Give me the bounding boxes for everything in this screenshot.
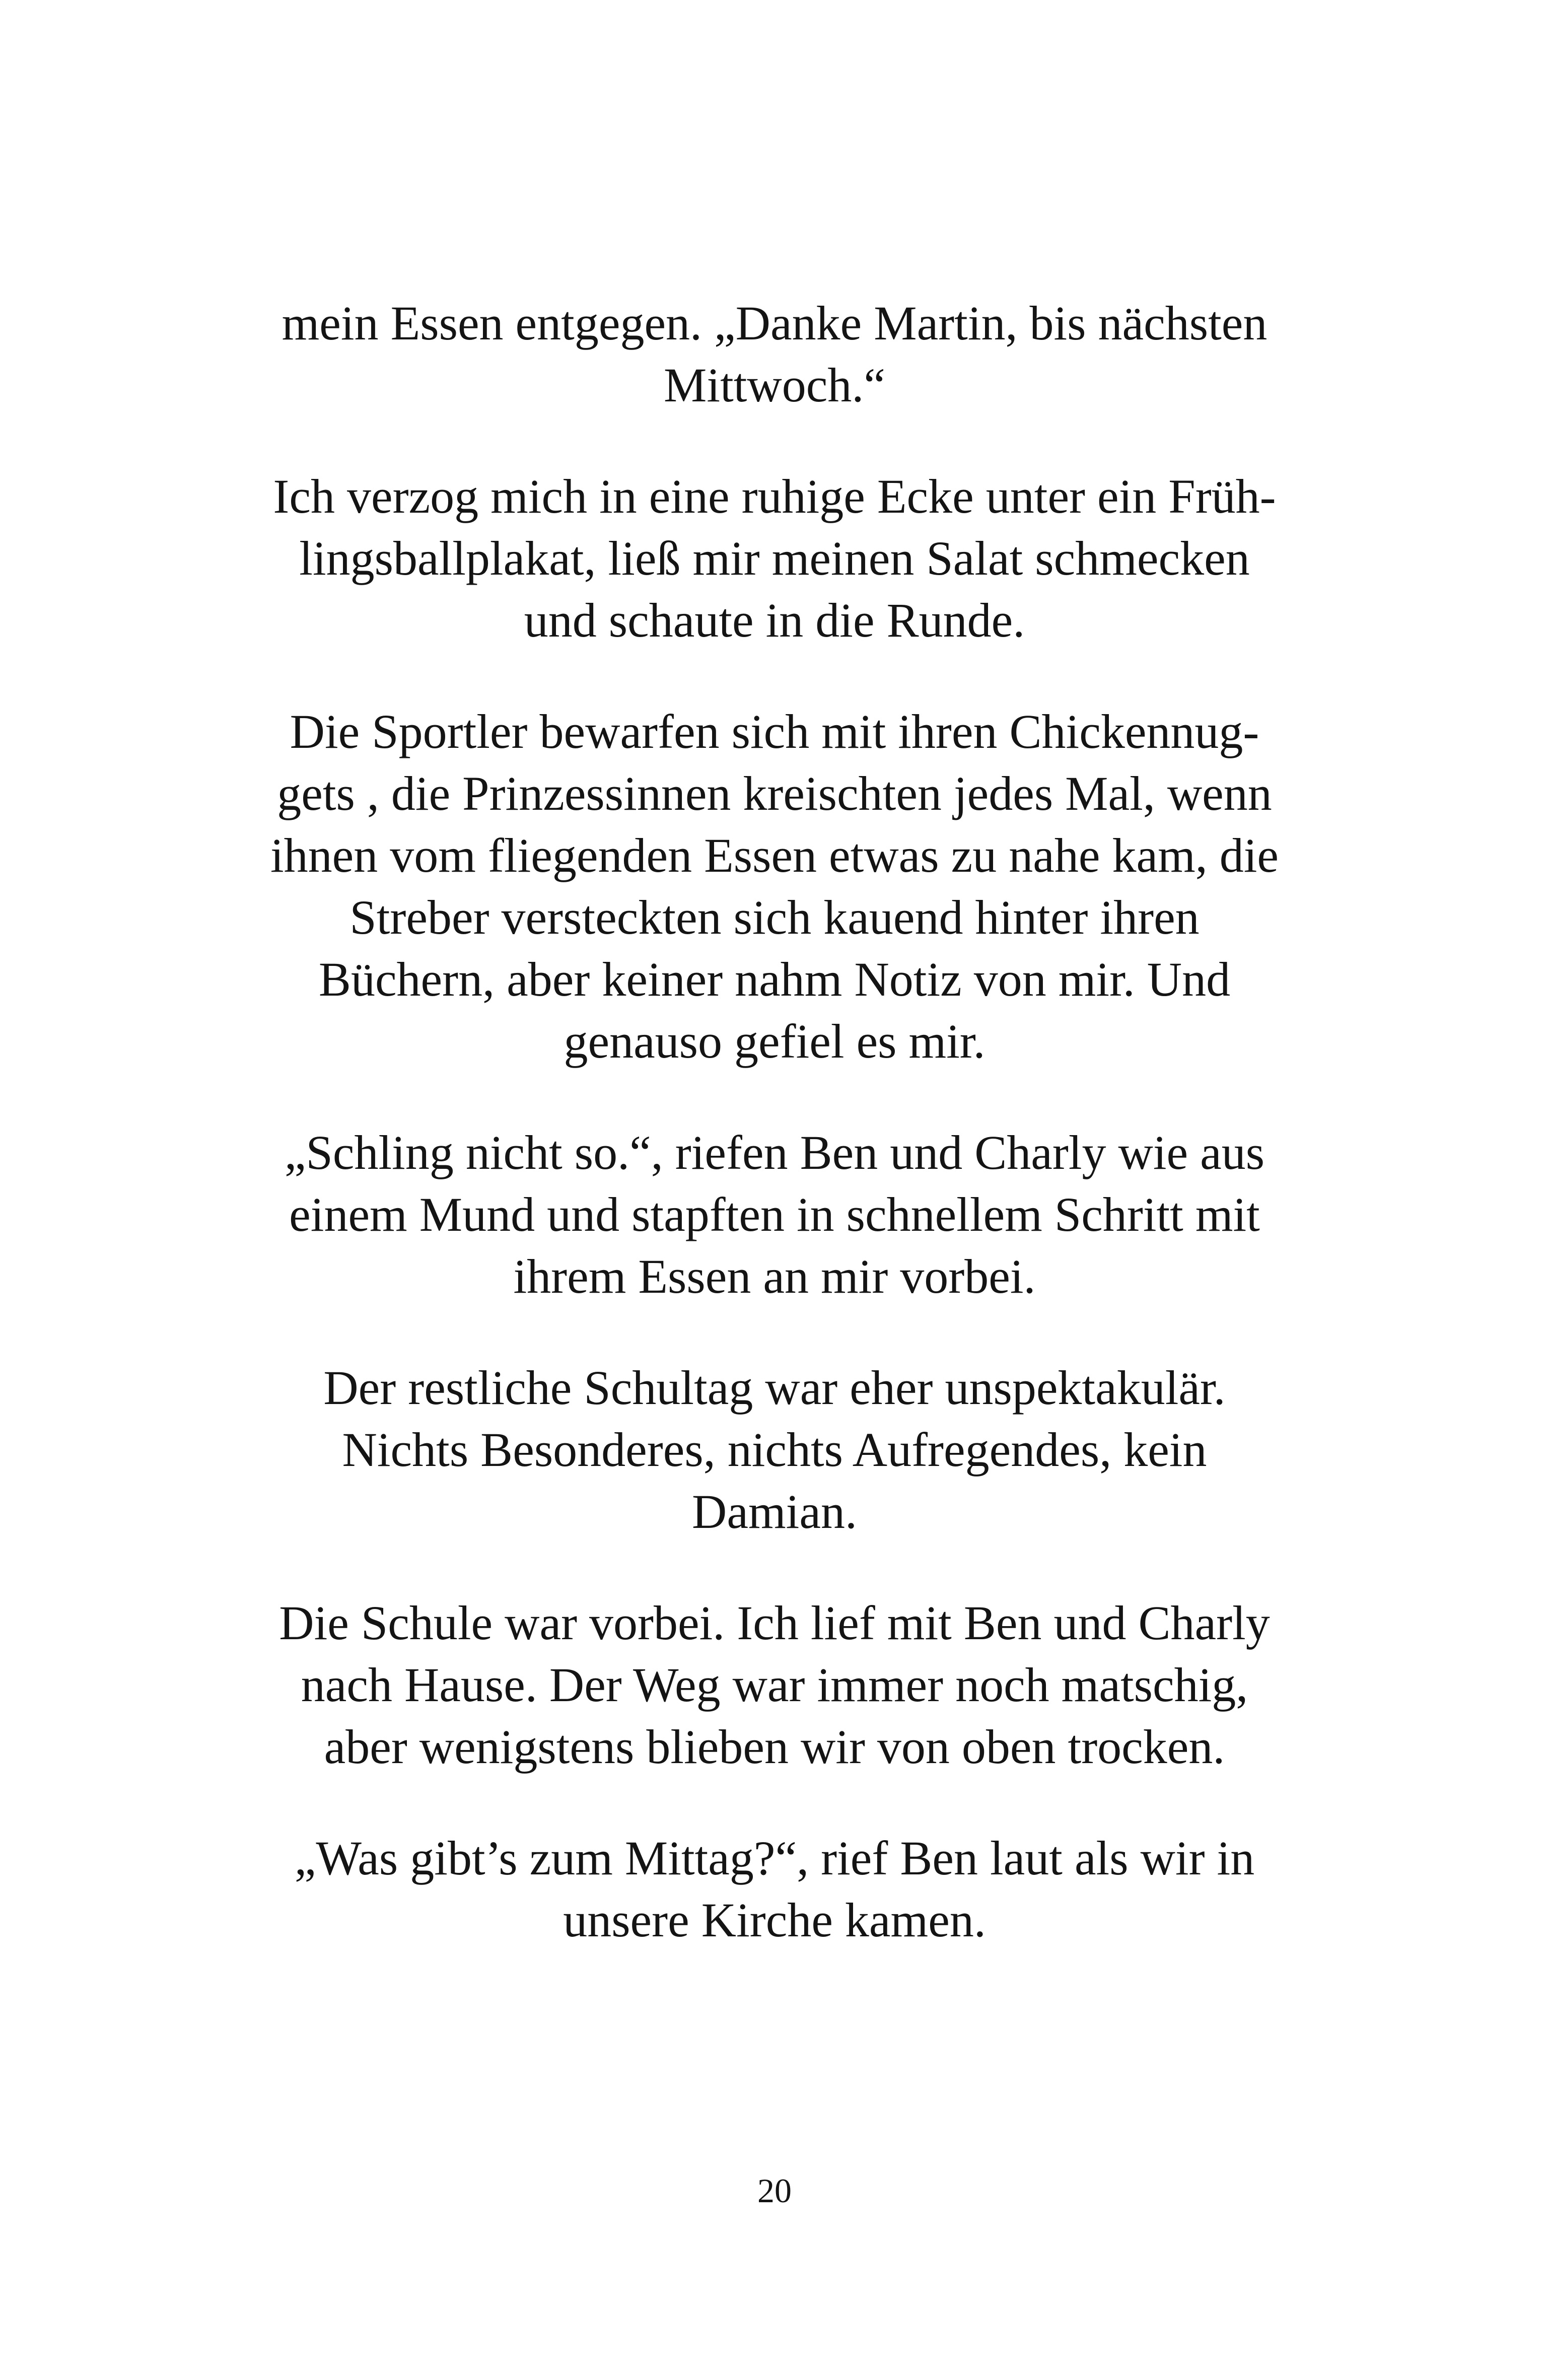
text-line: ihnen vom fliegenden Essen etwas zu nahe kam, die (270, 828, 1279, 882)
text-line: aber wenigstens blieben wir von oben trocken. (324, 1720, 1225, 1774)
text-line: Nichts Besonderes, nichts Aufregendes, kein (342, 1423, 1207, 1477)
page-body-text (227, 292, 1322, 2000)
text-line: mein Essen entgegen. „Danke Martin, bis nächsten (281, 296, 1268, 350)
paragraph (227, 1827, 1322, 1951)
text-line: „Schling nicht so.“, riefen Ben und Charly wie aus (284, 1126, 1265, 1179)
text-line: Büchern, aber keiner nahm Notiz von mir. Und (318, 952, 1231, 1006)
text-line: ihrem Essen an mir vorbei. (513, 1249, 1036, 1303)
text-line: einem Mund und stapften in schnellem Schritt mit (289, 1187, 1260, 1241)
text-line: Die Schule war vorbei. Ich lief mit Ben und Charly (279, 1596, 1270, 1650)
text-line: Der restliche Schultag war eher unspektakulär. (323, 1361, 1226, 1415)
text-line: „Was gibt’s zum Mittag?“, rief Ben laut als wir in (294, 1831, 1255, 1885)
paragraph (227, 701, 1322, 1072)
text-line: genauso gefiel es mir. (564, 1014, 985, 1068)
text-line: Damian. (692, 1485, 857, 1538)
paragraph (227, 1357, 1322, 1543)
paragraph (227, 465, 1322, 651)
text-line: Mittwoch.“ (664, 358, 885, 412)
text-line: Streber versteckten sich kauend hinter ihren (349, 890, 1200, 944)
paragraph (227, 1592, 1322, 1778)
text-line: und schaute in die Runde. (524, 593, 1025, 647)
paragraph (227, 1122, 1322, 1307)
text-line: unsere Kirche kamen. (563, 1893, 986, 1947)
page-number: 20 (757, 2172, 792, 2210)
text-line: lingsballplakat, ließ mir meinen Salat schmecken (299, 531, 1250, 585)
text-line: nach Hause. Der Weg war immer noch matschig, (301, 1658, 1248, 1712)
paragraph (227, 292, 1322, 416)
text-line: Die Sportler bewarfen sich mit ihren Chickennug- (290, 705, 1259, 758)
text-line: Ich verzog mich in eine ruhige Ecke unter ein Früh- (273, 469, 1276, 523)
text-line: gets , die Prinzessinnen kreischten jedes Mal, wenn (277, 766, 1272, 820)
